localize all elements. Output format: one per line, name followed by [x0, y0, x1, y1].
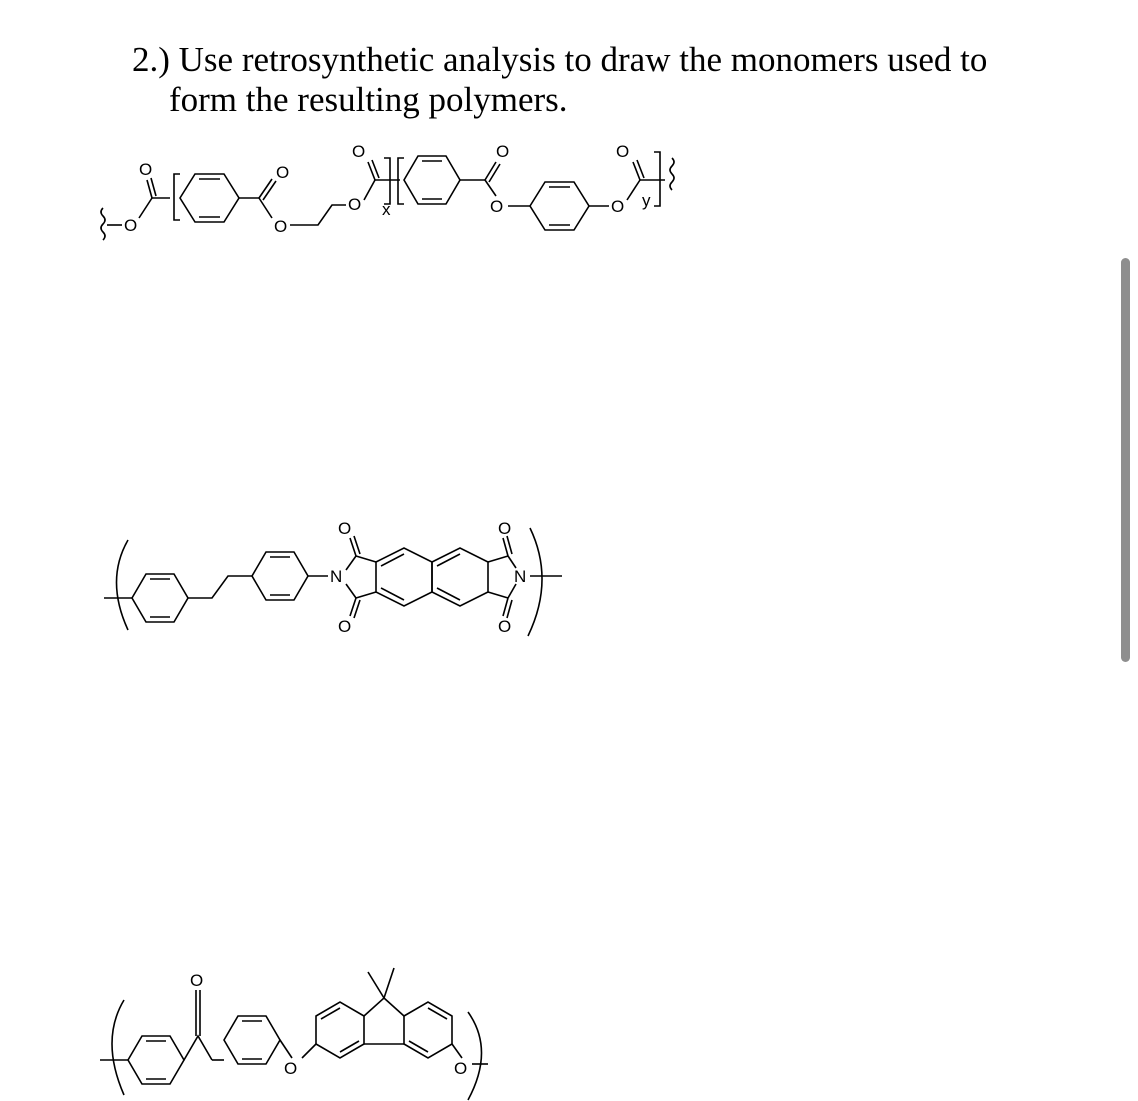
question-text — [132, 40, 1012, 120]
structure-polyester-copolymer — [0, 130, 700, 250]
atom-nitrogen: N — [514, 567, 527, 586]
question-line-1: 2.) Use retrosynthetic analysis to draw the monomers used to — [132, 40, 988, 79]
atom-oxygen: O — [348, 195, 362, 214]
bracket-x-open — [174, 174, 180, 220]
scrollbar[interactable] — [1121, 258, 1130, 662]
atom-oxygen: O — [190, 971, 204, 990]
atom-oxygen: O — [498, 519, 512, 538]
subscript-y: y — [642, 191, 651, 210]
wavy-bond-left — [101, 208, 105, 240]
atom-oxygen: O — [490, 197, 504, 216]
atom-oxygen: O — [139, 160, 153, 179]
paren-close — [468, 1012, 482, 1100]
atom-oxygen: O — [276, 163, 290, 182]
atom-oxygen: O — [352, 142, 366, 161]
atom-oxygen: O — [496, 142, 510, 161]
atom-oxygen: O — [454, 1059, 468, 1078]
bracket-x-close — [384, 158, 390, 204]
bracket-y-close — [654, 152, 660, 206]
paren-open — [117, 540, 129, 630]
atom-oxygen: O — [284, 1059, 298, 1078]
atom-oxygen: O — [274, 217, 288, 236]
atom-oxygen: O — [616, 142, 630, 161]
question-line-2: form the resulting polymers. — [169, 80, 568, 119]
atom-oxygen: O — [338, 519, 352, 538]
wavy-bond-right — [670, 158, 674, 190]
atom-oxygen: O — [338, 617, 352, 636]
atom-nitrogen: N — [330, 567, 343, 586]
atom-oxygen: O — [124, 216, 138, 235]
atom-oxygen: O — [498, 617, 512, 636]
paren-open — [112, 1000, 124, 1095]
atom-oxygen: O — [611, 197, 625, 216]
bracket-y-open — [398, 158, 404, 204]
structure-polyimide — [0, 510, 600, 640]
paren-close — [528, 528, 542, 636]
structure-poly-ether-ketone-fluorene — [0, 960, 600, 1101]
subscript-x: x — [382, 200, 391, 219]
